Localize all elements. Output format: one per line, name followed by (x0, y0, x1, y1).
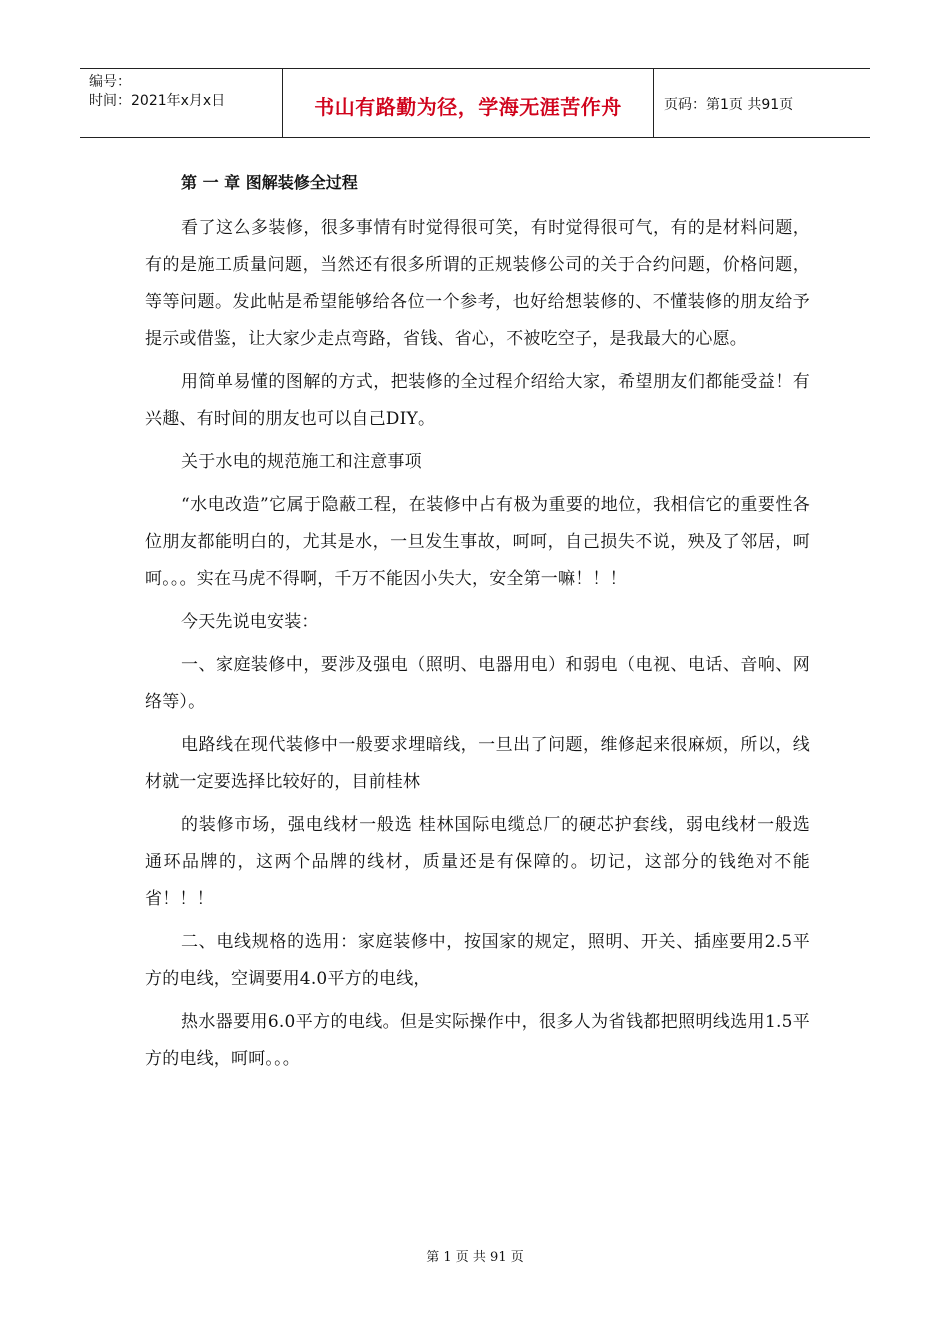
paragraph-point-two: 二、电线规格的选用：家庭装修中，按国家的规定，照明、开关、插座要用2.5平方的电线，空调要用4.0平方的电线， (145, 932, 810, 989)
document-time-label: 时间：2021年x月x日 (89, 93, 226, 109)
header-page-cell (654, 69, 870, 137)
header-table (80, 68, 870, 138)
document-body (145, 170, 810, 1084)
header-motto-cell (283, 69, 654, 137)
paragraph-plumbing: “水电改造”它属于隐蔽工程，在装修中占有极为重要的地位，我相信它的重要性各位朋友都能明白的，尤其是水，一旦发生事故，呵呵，自己损失不说，殃及了邻居，呵呵。。。实在马虎不得啊，千万不能因小失大，安全第一嘛！！！ (145, 495, 810, 589)
page-footer: 第 1 页 共 91 页 (426, 1250, 524, 1265)
header-meta-cell (80, 69, 283, 137)
section-heading-plumbing: 关于水电的规范施工和注意事项 (181, 452, 422, 472)
document-number-label: 编号： (89, 74, 131, 90)
paragraph-purpose: 用简单易懂的图解的方式，把装修的全过程介绍给大家，希望朋友们都能受益！有兴趣、有时间的朋友也可以自己DIY。 (145, 372, 810, 429)
paragraph-point-one: 一、家庭装修中，要涉及强电（照明、电器用电）和弱电（电视、电话、音响、网络等）。 (145, 655, 810, 712)
chapter-title: 第 一 章 图解装修全过程 (181, 173, 358, 192)
header-page-info: 页码：第1页 共91页 (664, 97, 794, 113)
paragraph-heater-wire: 热水器要用6.0平方的电线。但是实际操作中，很多人为省钱都把照明线选用1.5平方的电线，呵呵。。。 (145, 1012, 810, 1069)
paragraph-intro: 看了这么多装修，很多事情有时觉得很可笑，有时觉得很可气，有的是材料问题，有的是施工质量问题，当然还有很多所谓的正规装修公司的关于合约问题，价格问题，等等问题。发此帖是希望能够给各位一个参考，也好给想装修的、不懂装修的朋友给予提示或借鉴，让大家少走点弯路，省钱、省心，不被吃空子，是我最大的心愿。 (145, 218, 810, 349)
paragraph-wiring: 电路线在现代装修中一般要求埋暗线，一旦出了问题，维修起来很麻烦，所以，线材就一定要选择比较好的，目前桂林 (145, 735, 810, 792)
header-motto: 书山有路勤为径，学海无涯苦作舟 (314, 95, 622, 119)
paragraph-wire-brands: 的装修市场，强电线材一般选 桂林国际电缆总厂的硬芯护套线，弱电线材一般选 通环品牌的，这两个品牌的线材，质量还是有保障的。切记，这部分的钱绝对不能省！！！ (145, 815, 810, 909)
paragraph-electric-intro: 今天先说电安装： (181, 612, 319, 632)
